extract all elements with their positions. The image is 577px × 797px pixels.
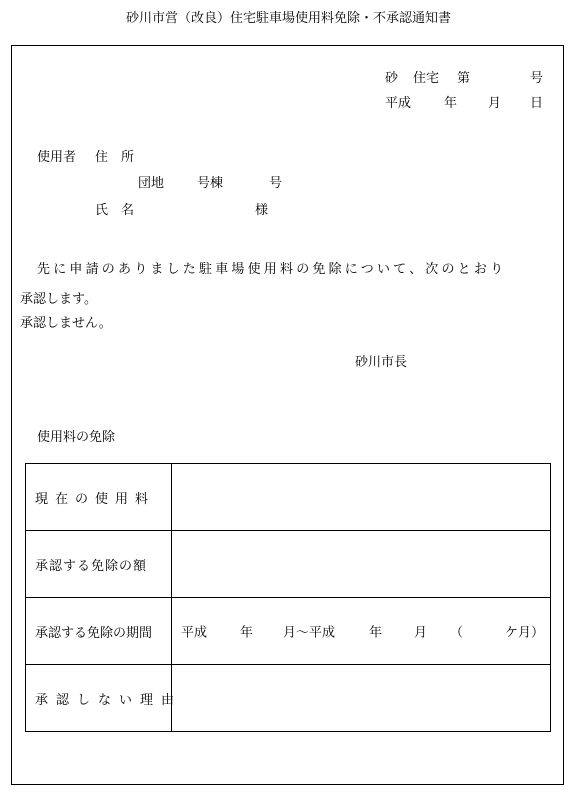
sama-label: 様	[255, 203, 269, 218]
number-go: 号	[530, 71, 544, 86]
row-label-reason: 承認しない理由	[26, 665, 172, 732]
reason-value	[172, 665, 551, 732]
date-era: 平成	[385, 96, 412, 111]
user-label: 使用者	[37, 150, 77, 165]
signature: 砂川市長	[355, 355, 408, 370]
number-prefix: 砂	[385, 71, 399, 86]
address-label: 住 所	[95, 150, 135, 165]
row-label-exempt-amount: 承認する免除の額	[26, 531, 172, 598]
period-era-1: 平成	[181, 625, 208, 641]
goto-label: 号棟	[197, 176, 224, 191]
period-month-1: 月～平成	[283, 625, 336, 641]
disapprove-text: 承認しません。	[20, 316, 112, 331]
period-months: ケ月）	[505, 625, 545, 641]
table-row	[26, 464, 551, 531]
number-dai: 第	[457, 71, 471, 86]
body-line-1: 先に申請のありました駐車場使用料の免除について、次のとおり	[37, 262, 507, 277]
fee-exemption-table	[25, 463, 551, 732]
section-title: 使用料の免除	[37, 430, 116, 445]
table-row	[26, 531, 551, 598]
row-label-exempt-period: 承認する免除の期間	[26, 598, 172, 665]
date-year: 年	[444, 96, 458, 111]
exempt-period-value	[172, 598, 551, 665]
period-open-paren: （	[450, 625, 464, 641]
exempt-amount-value	[172, 531, 551, 598]
approve-text: 承認します。	[20, 292, 97, 307]
row-label-current-fee: 現在の使用料	[26, 464, 172, 531]
table-row	[26, 598, 551, 665]
period-month-2: 月	[414, 625, 428, 641]
period-year-2: 年	[369, 625, 383, 641]
table-row	[26, 665, 551, 732]
date-day: 日	[530, 96, 544, 111]
document-title: 砂川市営（改良）住宅駐車場使用料免除・不承認通知書	[125, 11, 451, 26]
danchi-label: 団地	[138, 176, 165, 191]
current-fee-value	[172, 464, 551, 531]
go-label: 号	[269, 176, 283, 191]
name-label: 氏 名	[95, 203, 135, 218]
date-month: 月	[488, 96, 502, 111]
number-org: 住宅	[413, 71, 440, 86]
period-year-1: 年	[240, 625, 254, 641]
